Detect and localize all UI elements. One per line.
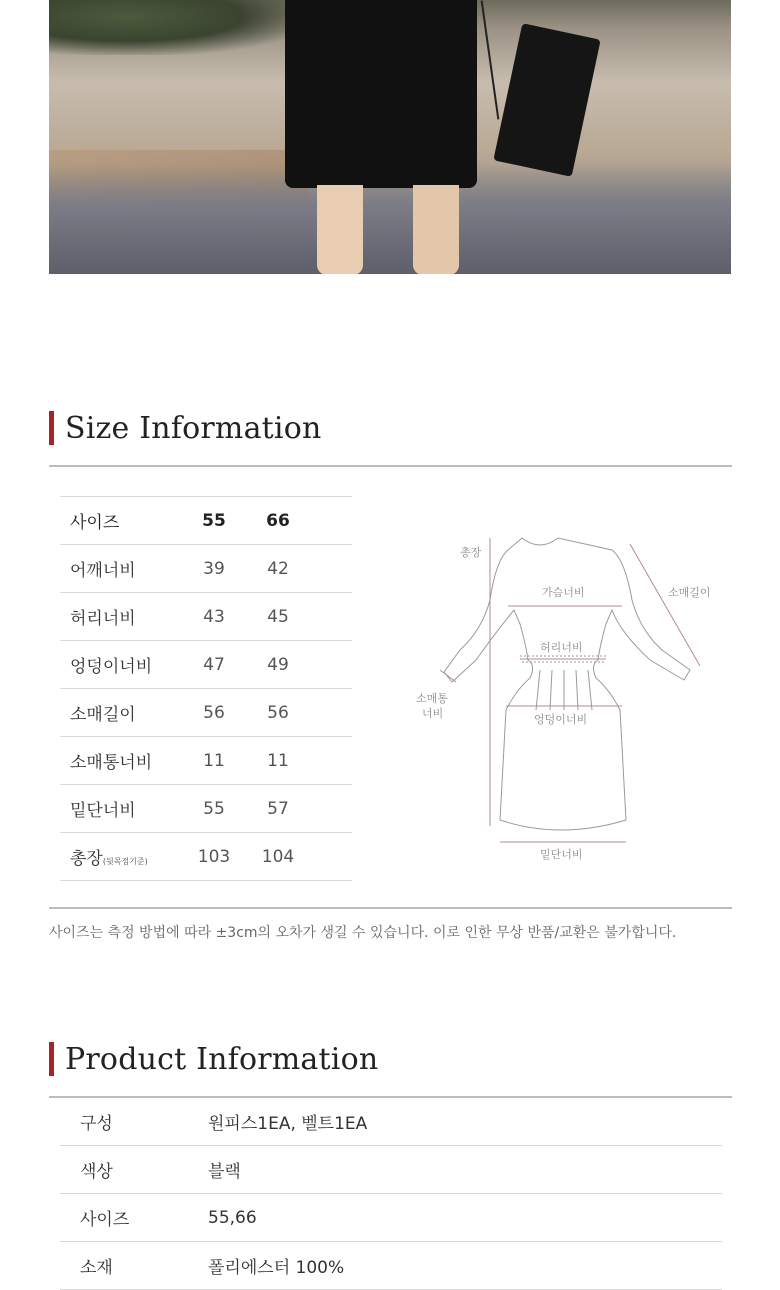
product-row-value: 폴리에스터 100% <box>208 1242 722 1290</box>
row-value-55: 56 <box>182 689 246 737</box>
accent-bar <box>49 1042 54 1076</box>
row-value-66: 42 <box>246 545 310 593</box>
row-label-sub: (뒷목점기준) <box>102 857 148 866</box>
sleeve-line <box>630 544 700 666</box>
size-header-66: 66 <box>246 497 310 545</box>
size-info-title: Size Information <box>65 410 322 446</box>
hip-label: 엉덩이너비 <box>534 713 588 726</box>
row-value-55: 103 <box>182 833 246 881</box>
divider <box>49 907 732 909</box>
row-label: 어깨너비 <box>60 545 182 593</box>
table-row <box>60 1242 722 1290</box>
table-row <box>60 737 352 785</box>
row-value-66: 49 <box>246 641 310 689</box>
measure-lines <box>440 538 700 842</box>
row-label <box>60 833 182 881</box>
row-label-main: 총장 <box>70 849 103 869</box>
table-row <box>60 545 352 593</box>
row-value-66: 56 <box>246 689 310 737</box>
cuff-line <box>440 670 456 682</box>
dress-body-outline <box>444 538 690 830</box>
table-row <box>60 1146 722 1194</box>
product-row-value: 55,66 <box>208 1194 722 1242</box>
table-row <box>60 785 352 833</box>
cuff-label-line2: 너비 <box>422 707 444 720</box>
table-row <box>60 1194 722 1242</box>
dress-measurement-diagram <box>400 520 730 870</box>
waist-label: 허리너비 <box>540 641 583 654</box>
row-value-55: 11 <box>182 737 246 785</box>
product-row-key: 사이즈 <box>60 1194 208 1242</box>
row-value-55: 55 <box>182 785 246 833</box>
row-label: 소매길이 <box>60 689 182 737</box>
row-label: 밑단너비 <box>60 785 182 833</box>
chest-label: 가슴너비 <box>542 586 585 599</box>
row-value-66: 11 <box>246 737 310 785</box>
size-header-55: 55 <box>182 497 246 545</box>
cuff-label-line1: 소매통 <box>416 692 448 705</box>
size-table-header <box>60 497 352 545</box>
product-info-title: Product Information <box>65 1041 379 1077</box>
total-length-label: 총장 <box>460 546 482 559</box>
product-row-value: 블랙 <box>208 1146 722 1194</box>
row-value-55: 43 <box>182 593 246 641</box>
row-label: 소매통너비 <box>60 737 182 785</box>
divider <box>49 465 732 467</box>
product-photo <box>49 0 731 274</box>
hem-label: 밑단너비 <box>540 848 583 861</box>
photo-handbag <box>493 23 600 177</box>
row-value-66: 57 <box>246 785 310 833</box>
table-row <box>60 833 352 881</box>
sleeve-length-label: 소매길이 <box>668 586 711 599</box>
accent-bar <box>49 411 54 445</box>
size-header-label: 사이즈 <box>60 497 182 545</box>
table-row <box>60 641 352 689</box>
row-label: 허리너비 <box>60 593 182 641</box>
skirt-pleat-outline <box>536 670 592 710</box>
photo-leg-left <box>317 185 363 274</box>
product-row-key: 소재 <box>60 1242 208 1290</box>
row-value-66: 104 <box>246 833 310 881</box>
photo-foliage <box>49 0 309 55</box>
product-row-value: 원피스1EA, 벨트1EA <box>208 1098 722 1146</box>
dress-outline <box>444 538 690 830</box>
table-row <box>60 593 352 641</box>
product-info-heading <box>49 1041 378 1077</box>
size-info-heading <box>49 410 322 446</box>
photo-bag-strap <box>481 0 500 119</box>
row-value-55: 39 <box>182 545 246 593</box>
photo-dress-skirt <box>285 0 477 188</box>
row-value-66: 45 <box>246 593 310 641</box>
table-row <box>60 1098 722 1146</box>
product-row-key: 구성 <box>60 1098 208 1146</box>
row-label: 엉덩이너비 <box>60 641 182 689</box>
product-row-key: 색상 <box>60 1146 208 1194</box>
row-value-55: 47 <box>182 641 246 689</box>
photo-leg-right <box>413 185 459 274</box>
table-row <box>60 689 352 737</box>
size-disclaimer-note: 사이즈는 측정 방법에 따라 ±3cm의 오차가 생길 수 있습니다. 이로 인한 무상 반품/교환은 불가합니다. <box>49 925 677 941</box>
product-info-table <box>60 1098 722 1290</box>
size-table <box>60 496 352 881</box>
